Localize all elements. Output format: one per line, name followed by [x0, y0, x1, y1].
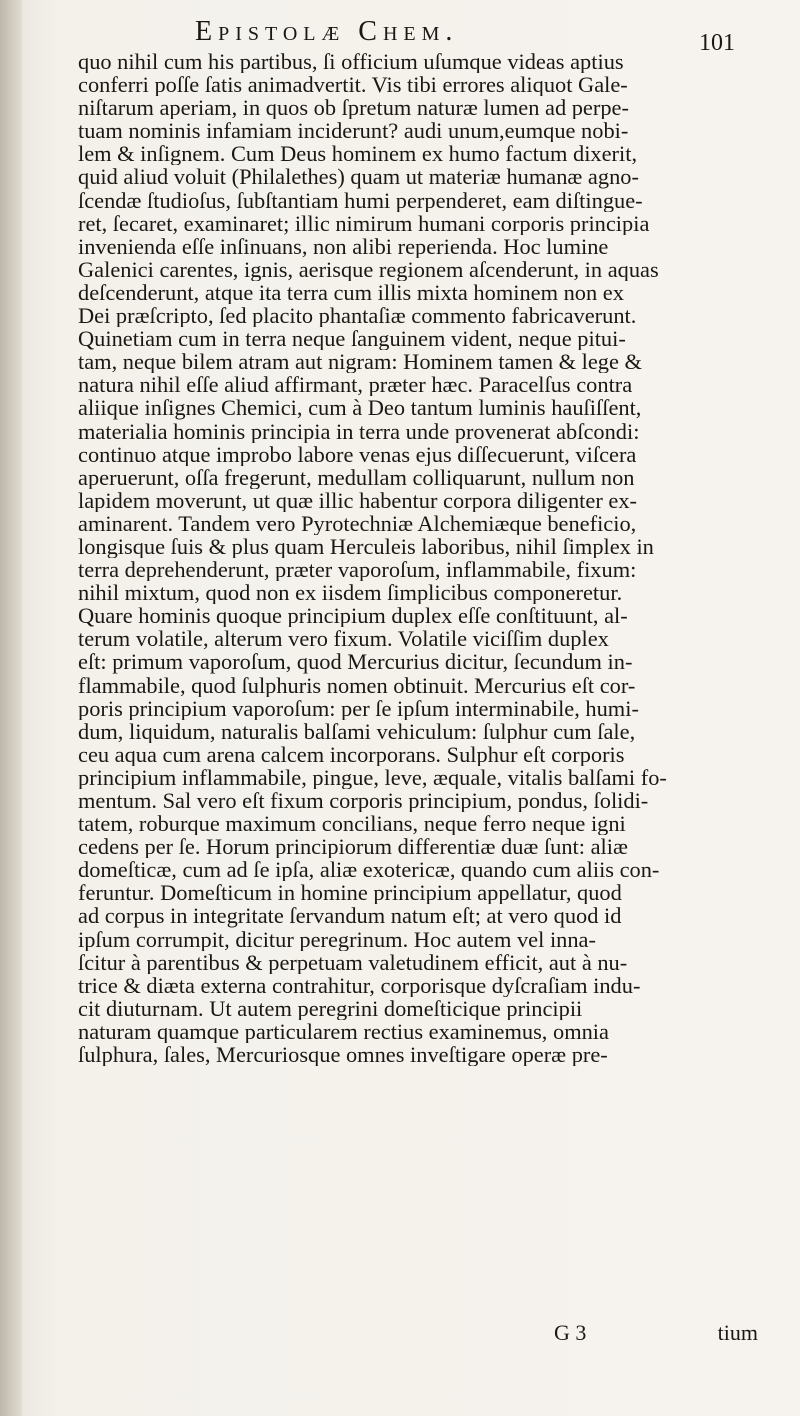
text-line: trice & diæta externa contrahitur, corporisque dyſcraſiam indu- — [78, 973, 641, 997]
text-line: lapidem moverunt, ut quæ illic habentur corpora diligenter ex- — [78, 488, 637, 512]
text-line: Dei præſcripto, ſed placito phantaſiæ commento fabricaverunt. — [78, 304, 637, 328]
running-title: Epistolæ Chem. — [195, 16, 459, 47]
page-footer — [78, 1320, 758, 1350]
page-number: 101 — [699, 30, 735, 56]
text-line: natura nihil eſſe aliud affirmant, præter hæc. Paracelſus contra — [78, 373, 633, 397]
text-line: aliique inſignes Chemici, cum à Deo tantum luminis hauſiſſent, — [78, 396, 642, 420]
text-line: domeſticæ, cum ad ſe ipſa, aliæ exotericæ, quando cum aliis con- — [78, 858, 660, 882]
text-line: ſulphura, ſales, Mercuriosque omnes inveſtigare operæ pre- — [78, 1043, 608, 1067]
text-line: materialia hominis principia in terra unde provenerat abſcondi: — [78, 419, 640, 443]
text-line: niſtarum aperiam, in quos ob ſpretum naturæ lumen ad perpe- — [78, 96, 629, 120]
text-line: ſcitur à parentibus & perpetuam valetudinem efficit, aut à nu- — [78, 950, 628, 974]
text-line: tuam nominis infamiam inciderunt? audi unum,eumque nobi- — [78, 119, 629, 143]
text-line: tam, neque bilem atram aut nigram: Hominem tamen & lege & — [78, 350, 642, 374]
text-line: longisque ſuis & plus quam Herculeis laboribus, nihil ſimplex in — [78, 534, 654, 559]
text-line: quo nihil cum his partibus, ſi officium uſumque videas aptius — [78, 50, 624, 74]
text-line: dum, liquidum, naturalis balſami vehiculum: ſulphur cum ſale, — [78, 719, 636, 743]
page-gutter — [0, 0, 22, 1416]
text-line: eſt: primum vaporoſum, quod Mercurius dicitur, ſecundum in- — [78, 650, 633, 674]
text-line: naturam quamque particularem rectius examinemus, omnia — [78, 1019, 609, 1044]
text-line: invenienda eſſe inſinuans, non alibi reperienda. Hoc lumine — [78, 234, 609, 258]
text-line: ceu aqua cum arena calcem incorporans. Sulphur eſt corporis — [78, 742, 625, 766]
text-line: ret, ſecaret, examinaret; illic nimirum humani corporis principia — [78, 211, 650, 235]
body-text — [78, 50, 758, 1066]
text-line: poris principium vaporoſum: per ſe ipſum interminabile, humi- — [78, 696, 639, 720]
text-line: deſcenderunt, atque ita terra cum illis mixta hominem non ex — [78, 280, 624, 305]
text-line: terum volatile, alterum vero fixum. Volatile viciſſim duplex — [78, 627, 609, 651]
text-line: feruntur. Domeſticum in homine principium appellatur, quod — [78, 881, 622, 905]
text-line: cedens per ſe. Horum principiorum differentiæ duæ ſunt: aliæ — [78, 835, 628, 859]
text-line: continuo atque improbo labore venas ejus diſſecuerunt, viſcera — [78, 442, 637, 466]
text-line: conferri poſſe ſatis animadvertit. Vis tibi errores aliquot Gale- — [78, 73, 628, 97]
text-line: quid aliud voluit (Philalethes) quam ut materiæ humanæ agno- — [78, 165, 639, 189]
text-line: tatem, roburque maximum concilians, neque ferro neque igni — [78, 812, 626, 836]
text-line: terra deprehenderunt, præter vaporoſum, inflammabile, fixum: — [78, 558, 637, 582]
signature-mark: G 3 — [554, 1320, 587, 1345]
text-line: nihil mixtum, quod non ex iisdem ſimplicibus componeretur. — [78, 581, 623, 605]
text-line: ſcendæ ſtudioſus, ſubſtantiam humi perpenderet, eam diſtingue- — [78, 188, 643, 212]
text-line: ipſum corrumpit, dicitur peregrinum. Hoc autem vel inna- — [78, 927, 596, 951]
text-line: aperuerunt, oſſa fregerunt, medullam colliquarunt, nullum non — [78, 465, 635, 489]
text-line: Quinetiam cum in terra neque ſanguinem vident, neque pitui- — [78, 327, 626, 351]
catchword: tium — [717, 1320, 758, 1345]
text-line: principium inflammabile, pingue, leve, æquale, vitalis balſami fo- — [78, 765, 667, 789]
text-line: cit diuturnam. Ut autem peregrini domeſticique principii — [78, 996, 583, 1020]
text-line: lem & inſignem. Cum Deus hominem ex humo factum dixerit, — [78, 142, 638, 166]
text-line: Galenici carentes, ignis, aerisque regionem aſcenderunt, in aquas — [78, 257, 659, 281]
text-line: ad corpus in integritate ſervandum natum eſt; at vero quod id — [78, 904, 622, 928]
text-line: aminarent. Tandem vero Pyrotechniæ Alchemiæque beneficio, — [78, 511, 637, 535]
text-line: flammabile, quod ſulphuris nomen obtinuit. Mercurius eſt cor- — [78, 673, 636, 697]
text-line: mentum. Sal vero eſt fixum corporis principium, pondus, ſolidi- — [78, 789, 649, 813]
text-line: Quare hominis quoque principium duplex eſſe conſtituunt, al- — [78, 604, 628, 628]
